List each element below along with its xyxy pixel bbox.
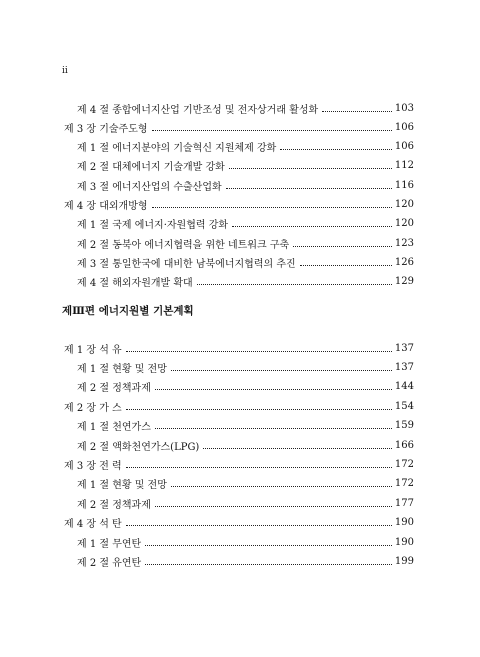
toc-entry-page: 172 — [394, 478, 414, 490]
toc-entry-label: 제 2 절 정책과제 — [77, 499, 151, 511]
toc-section-entry — [77, 476, 414, 492]
toc-section-entry — [77, 139, 414, 155]
toc-chapter-entry — [64, 456, 414, 472]
dot-leader — [322, 111, 392, 112]
dot-leader — [229, 168, 392, 169]
toc-entry-page: 159 — [394, 420, 414, 432]
toc-entry-page: 199 — [394, 555, 414, 567]
toc-entry-label: 제 2 절 동북아 에너지협력을 위한 네트워크 구축 — [77, 239, 290, 251]
toc-section-entry — [77, 177, 414, 193]
toc-entry-page: 137 — [394, 361, 414, 373]
toc-entry-page: 129 — [394, 276, 414, 288]
toc-entry-page: 123 — [394, 237, 414, 249]
toc-entry-label: 제 4 장 대외개방형 — [64, 201, 148, 212]
dot-leader — [145, 564, 392, 565]
toc-entry-label: 제 4 장 석 탄 — [64, 519, 122, 531]
toc-entry-page: 144 — [394, 381, 414, 393]
toc-chapter-entry — [64, 197, 414, 213]
toc-section-entry — [77, 495, 414, 511]
toc-entry-page: 116 — [394, 179, 414, 191]
dot-leader — [300, 265, 392, 266]
toc-entry-label: 제 1 절 천연가스 — [77, 422, 151, 434]
toc-entry-page: 103 — [394, 102, 414, 114]
toc-entry-label: 제 3 장 전 력 — [64, 460, 122, 472]
toc-entry-page: 120 — [394, 199, 414, 210]
toc-entry-page: 120 — [394, 218, 414, 230]
toc-entry-page: 112 — [394, 160, 414, 172]
toc-section-entry — [77, 100, 414, 116]
dot-leader — [293, 246, 392, 247]
toc-section-entry — [77, 418, 414, 434]
toc-entry-label: 제 1 절 현황 및 전망 — [77, 480, 167, 492]
toc-entry-page: 190 — [394, 536, 414, 548]
toc-entry-label: 제 3 절 에너지산업의 수출산업화 — [77, 181, 222, 193]
toc-entry-page: 106 — [394, 121, 414, 133]
toc-entry-page: 137 — [394, 342, 414, 354]
toc-entry-label: 제 1 장 석 유 — [64, 344, 122, 356]
dot-leader — [232, 226, 392, 227]
dot-leader — [280, 149, 392, 150]
toc-section-entry — [77, 158, 414, 174]
toc-chapter-entry — [64, 340, 414, 356]
toc-entry-page: 166 — [394, 439, 414, 451]
toc-entry-label: 제 4 절 해외자원개발 확대 — [77, 278, 193, 290]
dot-leader — [126, 467, 392, 468]
toc-entry-label: 제 2 절 유연탄 — [77, 557, 142, 569]
dot-leader — [152, 207, 392, 208]
toc-entry-label: 제 1 절 에너지분야의 기술혁신 지원체제 강화 — [77, 143, 277, 155]
dot-leader — [197, 284, 392, 285]
toc-section-entry — [77, 534, 414, 550]
toc-section-entry — [77, 437, 414, 453]
dot-leader — [126, 525, 392, 526]
dot-leader — [155, 389, 392, 390]
toc-section-entry — [77, 359, 414, 375]
toc-section-entry — [77, 553, 414, 569]
toc-entry-page: 190 — [394, 517, 414, 529]
dot-leader — [171, 486, 392, 487]
toc-entry-label: 제 2 절 액화천연가스(LPG) — [77, 441, 200, 453]
toc-chapter-entry — [64, 398, 414, 414]
page-number: ii — [62, 66, 68, 76]
toc-entry-label: 제 2 절 정책과제 — [77, 383, 151, 395]
dot-leader — [171, 370, 392, 371]
toc-entry-page: 126 — [394, 256, 414, 268]
toc-entry-label: 제 1 절 무연탄 — [77, 538, 142, 550]
toc-section-entry — [77, 379, 414, 395]
toc-entry-label: 제 3 절 통일한국에 대비한 남북에너지협력의 추진 — [77, 258, 296, 270]
toc-entry-label: 제 1 절 국제 에너지·자원협력 강화 — [77, 220, 229, 232]
toc-entry-label: 제 4 절 종합에너지산업 기반조성 및 전자상거래 활성화 — [77, 104, 319, 116]
dot-leader — [226, 188, 392, 189]
toc-entry-label: 제 3 장 기술주도형 — [64, 123, 148, 135]
toc-chapter-entry — [64, 515, 414, 531]
part-title: 제Ⅲ편 에너지원별 기본계획 — [62, 305, 194, 317]
dot-leader — [126, 409, 392, 410]
toc-entry-page: 106 — [394, 141, 414, 153]
toc-entry-label: 제 1 절 현황 및 전망 — [77, 363, 167, 375]
toc-section-entry — [77, 235, 414, 251]
dot-leader — [155, 506, 392, 507]
toc-entry-page: 177 — [394, 497, 414, 509]
dot-leader — [155, 428, 392, 429]
toc-section-entry — [77, 274, 414, 290]
toc-entry-page: 172 — [394, 458, 414, 470]
toc-chapter-entry — [64, 119, 414, 135]
toc-section-entry — [77, 254, 414, 270]
dot-leader — [126, 351, 392, 352]
toc-entry-label: 제 2 절 대체에너지 기술개발 강화 — [77, 162, 225, 174]
dot-leader — [145, 545, 392, 546]
dot-leader — [152, 130, 392, 131]
dot-leader — [203, 448, 392, 449]
toc-entry-label: 제 2 장 가 스 — [64, 402, 122, 414]
toc-entry-page: 154 — [394, 400, 414, 412]
toc-section-entry — [77, 216, 414, 232]
